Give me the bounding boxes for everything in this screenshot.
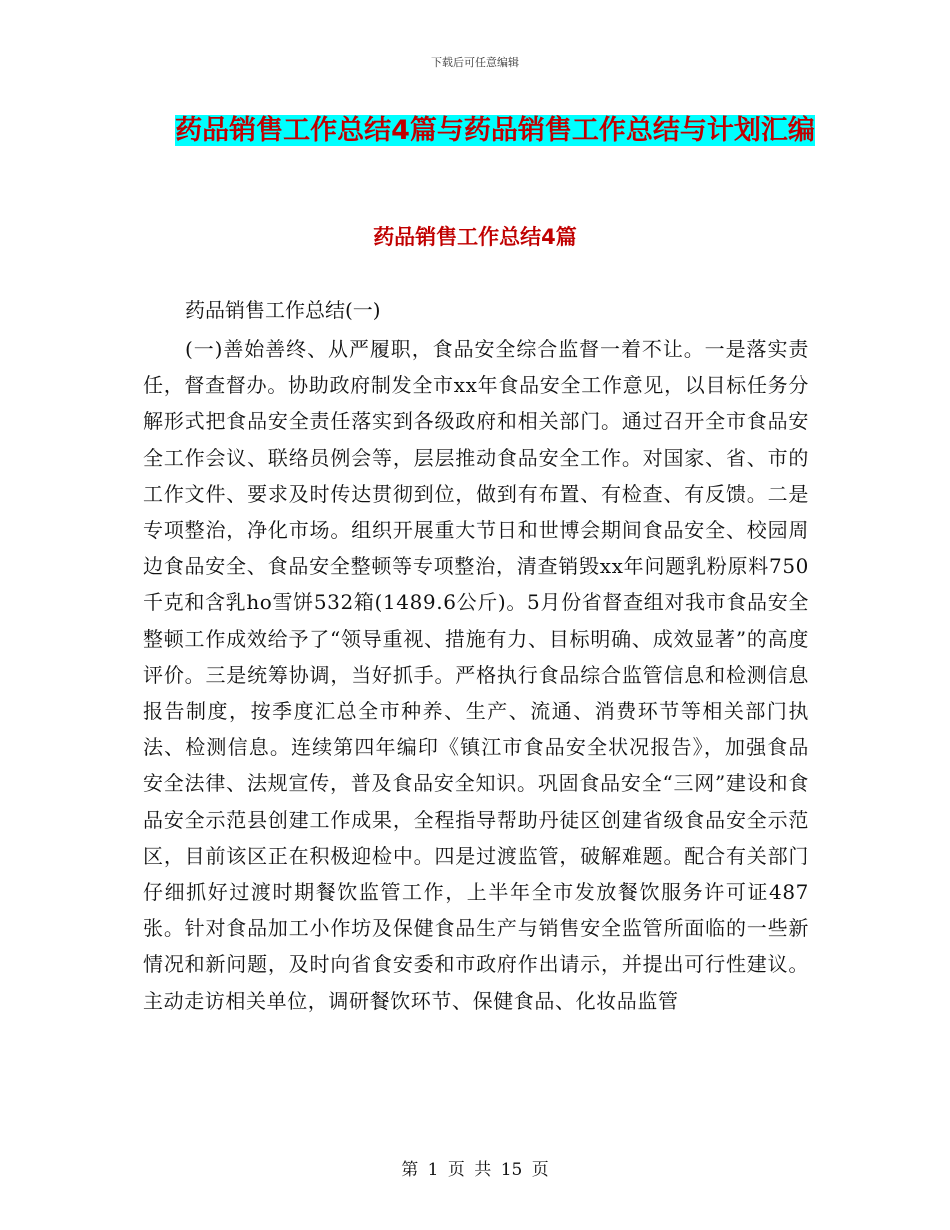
body-paragraph: (一)善始善终、从严履职，食品安全综合监督一着不让。一是落实责任，督查督办。协助政府制发全市xx年食品安全工作意见，以目标任务分解形式把食品安全责任落实到各级政府和相关部门。通过召开全市食品安全工作会议、联络员例会等，层层推动食品安全工作。对国家、省、市的工作文件、要求及时传达贯彻到位，做到有布置、有检查、有反馈。二是专项整治，净化市场。组织开展重大节日和世博会期间食品安全、校园周边食品安全、食品安全整顿等专项整治，清查销毁xx年问题乳粉原料750千克和含乳ho雪饼532箱(1489.6公斤)。5月份省督查组对我市食品安全整顿工作成效给予了“领导重视、措施有力、目标明确、成效显著”的高度评价。三是统筹协调，当好抓手。严格执行食品综合监管信息和检测信息报告制度，按季度汇总全市种养、生产、流通、消费环节等相关部门执法、检测信息。连续第四年编印《镇江市食品安全状况报告》，加强食品安全法律、法规宣传，普及食品安全知识。巩固食品安全“三网”建设和食品安全示范县创建工作成果，全程指导帮助丹徒区创建省级食品安全示范区，目前该区正在积极迎检中。四是过渡监管，破解难题。配合有关部门仔细抓好过渡时期餐饮监管工作，上半年全市发放餐饮服务许可证487张。针对食品加工小作坊及保健食品生产与销售安全监管所面临的一些新情况和新问题，及时向省食安委和市政府作出请示，并提出可行性建议。主动走访相关单位，调研餐饮环节、保健食品、化妆品监管 (143, 337, 809, 1013)
page-header-note: 下载后可任意编辑 (431, 56, 519, 69)
page-number-footer: 第 1 页 共 15 页 (401, 1160, 549, 1180)
document-title-text: 药品销售工作总结4篇与药品销售工作总结与计划汇编 (175, 115, 815, 146)
subsection-heading: 药品销售工作总结(一) (185, 298, 381, 322)
document-title (175, 110, 815, 152)
section-title: 药品销售工作总结4篇 (373, 225, 577, 249)
